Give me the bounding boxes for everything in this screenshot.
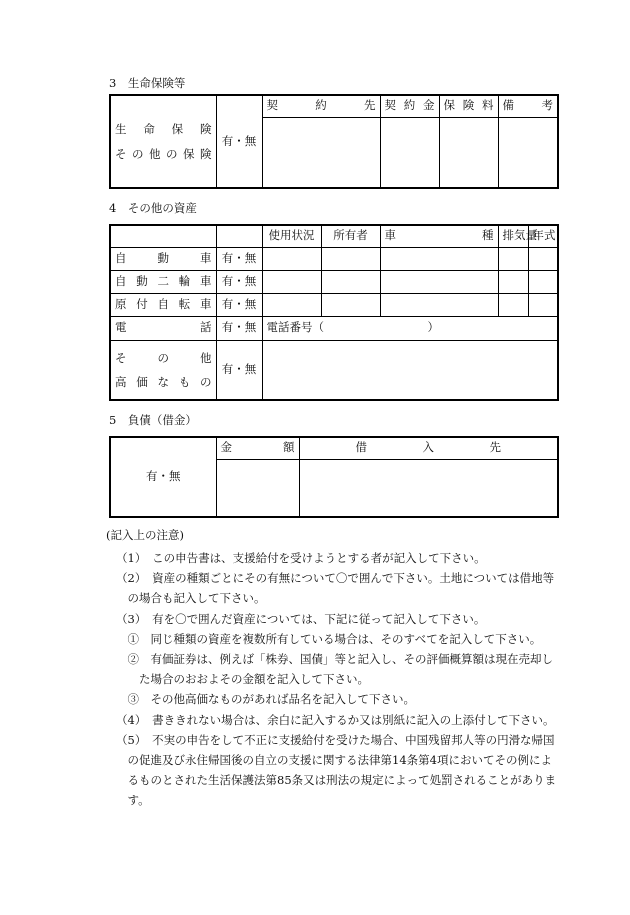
note-line: るものとされた生活保護法第85条又は刑法の規定によって処罰されることがありま: [116, 773, 557, 788]
car-label: 自 動 車: [110, 247, 216, 270]
contractor-field[interactable]: [262, 117, 380, 188]
section-4-title: 4 その他の資産: [109, 201, 197, 215]
premium-field[interactable]: [439, 117, 498, 188]
car-displacement-field[interactable]: [498, 247, 528, 270]
other-label-line-1: そ の 他: [115, 350, 212, 365]
header-amount: 金 額: [216, 437, 299, 459]
motorcycle-type-field[interactable]: [380, 270, 498, 293]
header-usage: 使用状況: [262, 225, 321, 247]
life-insurance-table: [109, 94, 559, 189]
other-valuables-yn[interactable]: 有・無: [216, 340, 262, 400]
motorcycle-owner-field[interactable]: [321, 270, 380, 293]
contract-amount-field[interactable]: [380, 117, 439, 188]
header-model-year: 年式: [528, 225, 558, 247]
header-blank-1: [110, 225, 216, 247]
car-type-field[interactable]: [380, 247, 498, 270]
other-insurance-label: そ の 他 の 保 険: [115, 146, 212, 161]
other-valuables-field[interactable]: [262, 340, 558, 400]
note-line: ① 同じ種類の資産を複数所有している場合は、そのすべてを記入して下さい。: [116, 631, 542, 646]
moped-type-field[interactable]: [380, 293, 498, 316]
motorcycle-displacement-field[interactable]: [498, 270, 528, 293]
car-usage-field[interactable]: [262, 247, 321, 270]
moped-usage-field[interactable]: [262, 293, 321, 316]
moped-year-field[interactable]: [528, 293, 558, 316]
motorcycle-year-field[interactable]: [528, 270, 558, 293]
header-lender: 借 入 先: [299, 437, 558, 459]
moped-displacement-field[interactable]: [498, 293, 528, 316]
note-line: の場合も記入して下さい。: [116, 591, 266, 606]
note-line: ② 有価証券は、例えば「株券、国債」等と記入し、その評価概算額は現在売却し: [116, 652, 553, 667]
note-line: （3） 有を〇で囲んだ資産については、下記に従って記入して下さい。: [116, 611, 486, 626]
insurance-type-cell: [110, 95, 216, 188]
section-5-title: 5 負債（借金）: [109, 413, 197, 427]
note-line: （4） 書ききれない場合は、余白に記入するか又は別紙に記入の上添付して下さい。: [116, 712, 555, 727]
phone-yn[interactable]: 有・無: [216, 316, 262, 340]
note-line: （2） 資産の種類ごとにその有無について〇で囲んで下さい。土地については借地等: [116, 571, 555, 586]
amount-field[interactable]: [216, 459, 299, 517]
note-line: ③ その他高価なものがあれば品名を記入して下さい。: [116, 692, 415, 707]
header-premium: 保険料: [439, 95, 498, 117]
header-remarks: 備 考: [498, 95, 558, 117]
phone-label: 電 話: [110, 316, 216, 340]
debt-table: [109, 436, 559, 518]
note-line: （5） 不実の申告をして不正に支援給付を受けた場合、中国残留邦人等の円滑な帰国: [116, 732, 555, 747]
other-label-line-2: 高 価 な も の: [115, 374, 212, 389]
motorcycle-usage-field[interactable]: [262, 270, 321, 293]
other-assets-table: [109, 224, 559, 401]
header-blank-2: [216, 225, 262, 247]
life-insurance-label: 生 命 保 険: [115, 122, 212, 137]
header-displacement: 排気量: [498, 225, 528, 247]
motorcycle-yn[interactable]: 有・無: [216, 270, 262, 293]
notes-list: [116, 548, 564, 811]
moped-owner-field[interactable]: [321, 293, 380, 316]
other-valuables-label: [110, 340, 216, 400]
header-owner: 所有者: [321, 225, 380, 247]
note-line: た場合のおおよその金額を記入して下さい。: [116, 672, 369, 687]
note-line: の促進及び永住帰国後の自立の支援に関する法律第14条第4項においてその例によ: [116, 753, 552, 768]
note-line: す。: [116, 793, 150, 808]
note-line: （1） この申告書は、支援給付を受けようとする者が記入して下さい。: [116, 551, 486, 565]
debt-yn[interactable]: 有・無: [110, 437, 216, 517]
moped-label: 原 付 自 転 車: [110, 293, 216, 316]
header-vehicle-type: 車 種: [380, 225, 498, 247]
motorcycle-label: 自 動 二 輪 車: [110, 270, 216, 293]
header-contractor: 契 約 先: [262, 95, 380, 117]
phone-number-field[interactable]: 電話番号（ ）: [262, 316, 558, 340]
section-3-title: 3 生命保険等: [109, 76, 186, 90]
notes-title: (記入上の注意): [106, 528, 184, 542]
car-owner-field[interactable]: [321, 247, 380, 270]
car-year-field[interactable]: [528, 247, 558, 270]
car-yn[interactable]: 有・無: [216, 247, 262, 270]
moped-yn[interactable]: 有・無: [216, 293, 262, 316]
header-contract-amount: 契約金: [380, 95, 439, 117]
lender-field[interactable]: [299, 459, 558, 517]
remarks-field[interactable]: [498, 117, 558, 188]
insurance-yn[interactable]: 有・無: [216, 95, 262, 188]
